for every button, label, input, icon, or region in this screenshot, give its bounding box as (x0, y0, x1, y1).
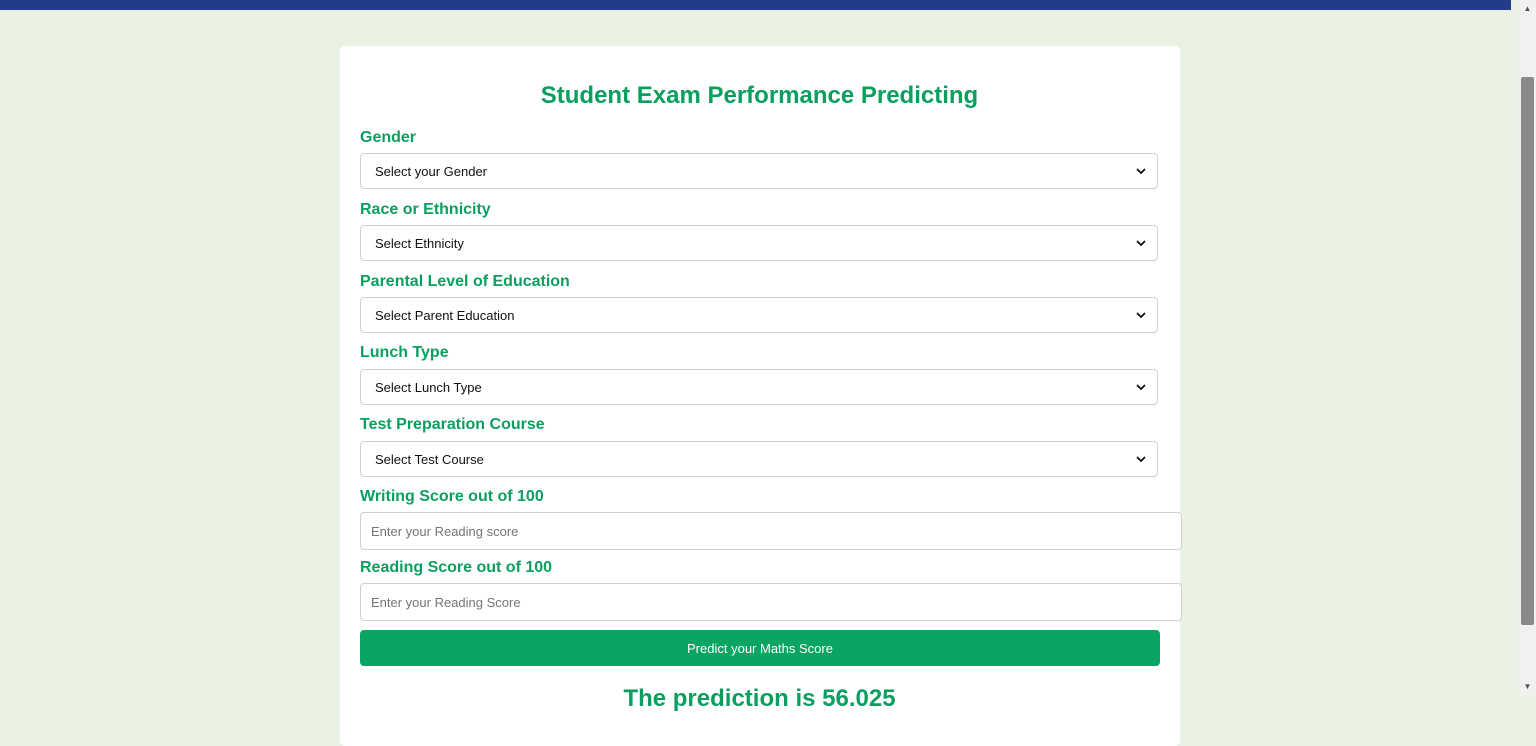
reading-score-input[interactable] (360, 583, 1182, 621)
gender-select-value: Select your Gender (375, 164, 488, 179)
writing-score-input[interactable] (360, 512, 1182, 550)
test-course-select-value: Select Test Course (375, 452, 484, 467)
scrollbar-thumb[interactable] (1521, 77, 1534, 625)
parent-education-select[interactable] (360, 297, 1158, 333)
lunch-select[interactable] (360, 369, 1158, 405)
predict-button[interactable]: Predict your Maths Score (360, 630, 1160, 666)
writing-score-label: Writing Score out of 100 (360, 488, 544, 505)
chevron-down-icon (1135, 309, 1147, 321)
chevron-down-icon (1135, 237, 1147, 249)
ethnicity-select[interactable] (360, 225, 1158, 261)
ethnicity-select-value: Select Ethnicity (375, 236, 464, 251)
parent-education-label: Parental Level of Education (360, 273, 570, 290)
lunch-label: Lunch Type (360, 344, 449, 361)
reading-score-label: Reading Score out of 100 (360, 559, 553, 576)
prediction-result: The prediction is 56.025 (623, 685, 896, 712)
lunch-select-value: Select Lunch Type (375, 380, 482, 395)
arrow-up-icon[interactable]: ▲ (1523, 4, 1532, 13)
gender-label: Gender (360, 129, 417, 146)
chevron-down-icon (1135, 381, 1147, 393)
test-course-label: Test Preparation Course (360, 416, 545, 433)
chevron-down-icon (1135, 165, 1147, 177)
parent-education-select-value: Select Parent Education (375, 308, 515, 323)
top-bar (0, 0, 1511, 10)
ethnicity-label: Race or Ethnicity (360, 201, 491, 218)
chevron-down-icon (1135, 453, 1147, 465)
test-course-select[interactable] (360, 441, 1158, 477)
arrow-down-icon[interactable]: ▼ (1523, 682, 1532, 691)
gender-select[interactable] (360, 153, 1158, 189)
page-title: Student Exam Performance Predicting (540, 82, 979, 109)
